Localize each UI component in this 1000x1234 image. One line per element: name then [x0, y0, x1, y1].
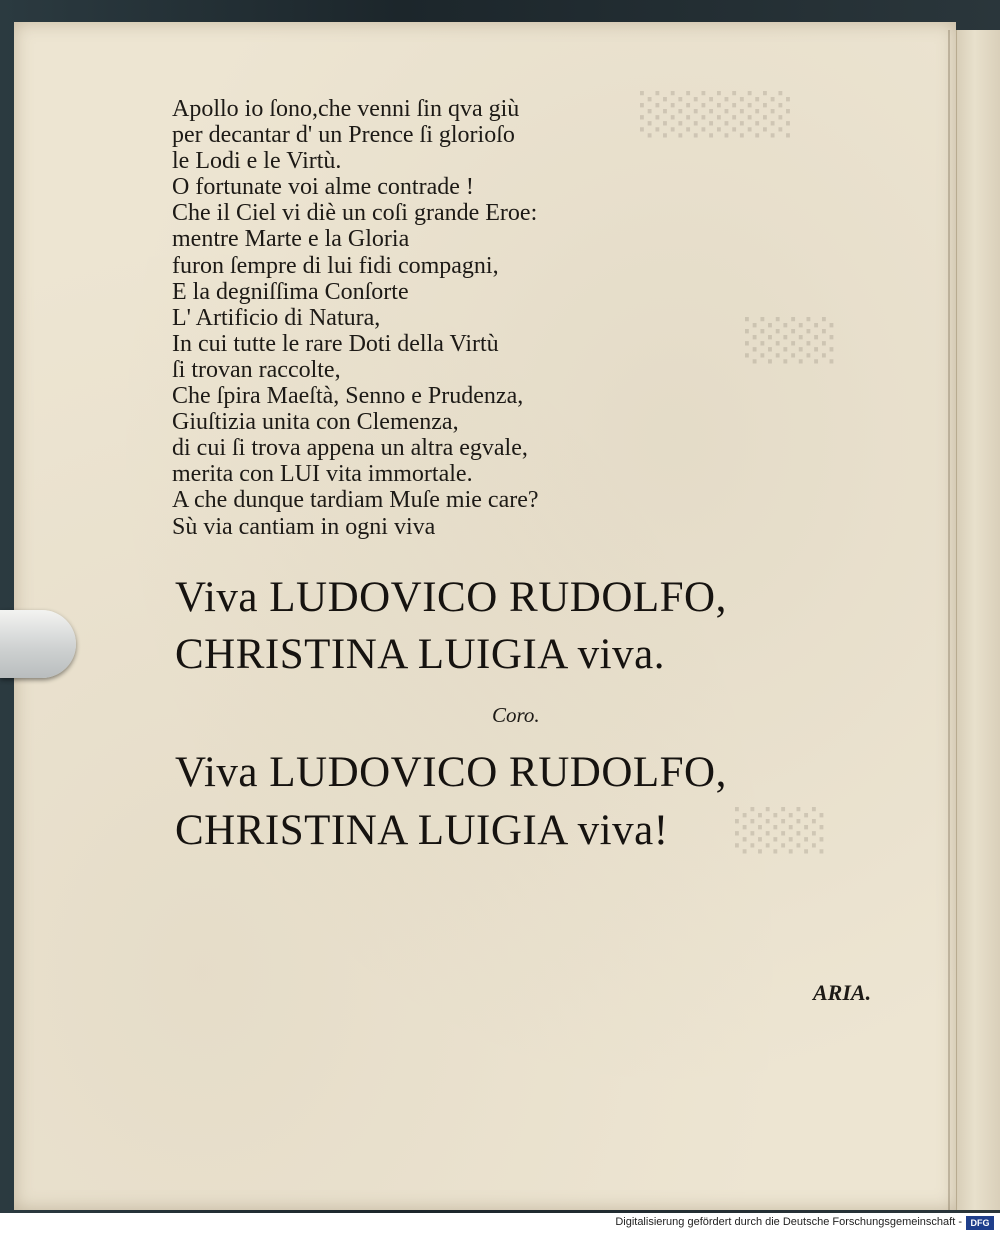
chorus-heading: Coro. [492, 703, 540, 727]
acclamation-line: Viva LUDOVICO RUDOLFO, [175, 574, 727, 621]
verse-line: In cui tutte le rare Doti della Virtù [172, 330, 499, 357]
verse-line: le Lodi e le Virtù. [172, 148, 342, 175]
show-through-texture: ░░░ [745, 318, 838, 364]
verse-line: Che il Ciel vi diè un coſi grande Eroe: [172, 200, 538, 227]
catchword: ARIA. [813, 980, 872, 1005]
verse-line: di cui ſi trova appena un altra egvale, [172, 435, 528, 462]
verse-line: Sù via cantiam in ogni viva [172, 513, 436, 540]
show-through-texture: ░░░░░ [640, 92, 794, 138]
digitization-footer [0, 1213, 1000, 1234]
verse-line: O fortunate voi alme contrade ! [172, 174, 474, 201]
acclamation-line: CHRISTINA LUIGIA viva. [175, 631, 665, 678]
verse-line: mentre Marte e la Gloria [172, 226, 410, 253]
verse-line: Apollo io ſono,che venni ſin qva giù [172, 96, 520, 122]
verse-line: L' Artificio di Natura, [172, 304, 381, 331]
verse-line: E la degniſſima Conſorte [172, 278, 409, 305]
verse-line: per decantar d' un Prence ſi glorioſo [172, 122, 515, 149]
funding-notice: Digitalisierung gefördert durch die Deutsche Forschungsgemeinschaft - [615, 1216, 962, 1228]
poem-verses [172, 96, 539, 540]
next-page-edge [956, 30, 1000, 1210]
verse-line: furon ſempre di lui fidi compagni, [172, 252, 499, 279]
verse-line: merita con LUI vita immortale. [172, 461, 473, 488]
page-clip [0, 610, 76, 678]
show-through-texture: ░░░ [735, 808, 828, 854]
verse-line: Giuſtizia unita con Clemenza, [172, 409, 459, 436]
page-fold [948, 30, 950, 1210]
chorus-acclamation-line: CHRISTINA LUIGIA viva! [175, 807, 669, 854]
verse-line: A che dunque tardiam Muſe mie care? [172, 487, 539, 514]
chorus-acclamation-line: Viva LUDOVICO RUDOLFO, [175, 749, 727, 796]
dfg-logo: DFG [966, 1216, 994, 1230]
verse-line: ſi trovan raccolte, [172, 356, 341, 383]
verse-line: Che ſpira Maeſtà, Senno e Prudenza, [172, 383, 524, 410]
